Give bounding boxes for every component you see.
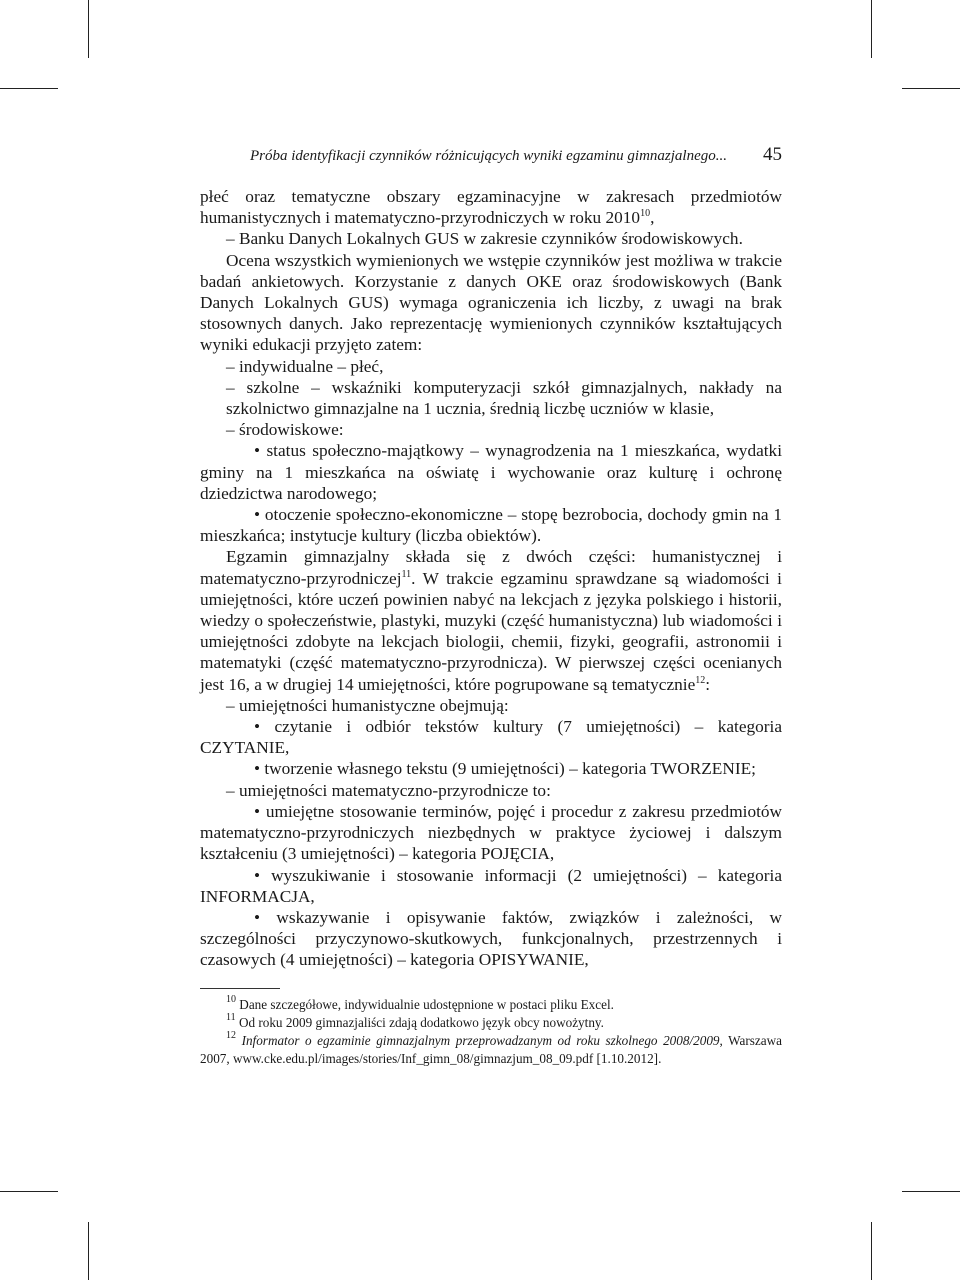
dash-item: – umiejętności humanistyczne obejmują: xyxy=(200,695,782,716)
paragraph: Ocena wszystkich wymienionych we wstępie czynników jest możliwa w trakcie badań ankietowych. Korzystanie z danych OKE oraz środowiskowych (Bank Danych Lokalnych GUS) wymaga ograniczenia ich liczby, z uwagi na brak stosownych danych. Jako reprezentację wymienionych czynników kształtujących wyniki edukacji przyjęto zatem: xyxy=(200,250,782,355)
crop-mark xyxy=(871,1222,872,1280)
crop-mark xyxy=(902,88,960,89)
dash-item: – umiejętności matematyczno-przyrodnicze to: xyxy=(200,780,782,801)
dash-item: – środowiskowe: xyxy=(200,419,782,440)
running-header xyxy=(200,144,782,174)
footnote-ref[interactable]: 10 xyxy=(640,208,651,220)
footnote: $^{11}$ Od roku 2009 gimnazjaliści zdają dodatkowo język obcy nowożytny. xyxy=(226,1012,604,1030)
bullet-item: • otoczenie społeczno-ekonomiczne – stopę bezrobocia, dochody gmin na 1 mieszkańca; instytucje kultury (liczba obiektów). xyxy=(200,504,782,546)
page-number: 45 xyxy=(763,144,782,165)
crop-mark xyxy=(871,0,872,58)
footnote: $^{12}$ Informator o egzaminie gimnazjalnym przeprowadzanym od roku szkolnego 2008/2009, Warszawa 2007, www.cke.edu.pl/images/stories/Inf_gimn_08/gimnazjum_08_09.pdf [1.10.2012]. xyxy=(200,1030,782,1066)
crop-mark xyxy=(0,1191,58,1192)
body-text xyxy=(200,186,782,971)
crop-mark xyxy=(902,1191,960,1192)
dash-item: – indywidualne – płeć, xyxy=(200,356,782,377)
bullet-item: • czytanie i odbiór tekstów kultury (7 umiejętności) – kategoria CZYTANIE, xyxy=(200,716,782,758)
footnote-divider xyxy=(200,988,280,989)
dash-item: – Banku Danych Lokalnych GUS w zakresie czynników środowiskowych. xyxy=(200,228,782,249)
crop-mark xyxy=(88,0,89,58)
footnote-ref[interactable]: 11 xyxy=(401,568,412,580)
bullet-item: • status społeczno-majątkowy – wynagrodzenia na 1 mieszkańca, wydatki gminy na 1 mieszkańca na oświatę i wychowanie oraz kulturę i ochronę dziedzictwa narodowego; xyxy=(200,440,782,504)
paragraph: płeć oraz tematyczne obszary egzaminacyjne w zakresach przedmiotów humanistycznych i matematyczno-przyrodniczych w roku 2010$^{10}$, xyxy=(200,187,782,228)
bullet-item: • umiejętne stosowanie terminów, pojęć i procedur z zakresu przedmiotów matematyczno-przyrodniczych niezbędnych w praktyce życiowej i dalszym kształceniu (3 umiejętności) – kategoria POJĘCIA, xyxy=(200,801,782,865)
bullet-item: • wskazywanie i opisywanie faktów, związków i zależności, w szczególności przyczynowo-skutkowych, funkcjonalnych, przestrzennych i czasowych (4 umiejętności) – kategoria OPISYWANIE, xyxy=(200,907,782,971)
running-title: Próba identyfikacji czynników różnicujących wyniki egzaminu gimnazjalnego... xyxy=(250,148,727,164)
dash-item: – szkolne – wskaźniki komputeryzacji szkół gimnazjalnych, nakłady na szkolnictwo gimnazjalne na 1 ucznia, średnią liczbę uczniów w klasie, xyxy=(200,377,782,419)
crop-mark xyxy=(0,88,58,89)
bullet-item: • tworzenie własnego tekstu (9 umiejętności) – kategoria TWORZENIE; xyxy=(200,758,782,779)
footnote-ref[interactable]: 12 xyxy=(695,674,706,686)
bullet-item: • wyszukiwanie i stosowanie informacji (2 umiejętności) – kategoria INFORMACJA, xyxy=(200,865,782,907)
paragraph: Egzamin gimnazjalny składa się z dwóch części: humanistycznej i matematyczno-przyrodniczej$^{11}$. W trakcie egzaminu sprawdzane są wiadomości i umiejętności, które uczeń powinien nabyć na lekcjach z języka polskiego i historii, wiedzy o społeczeństwie, plastyki, muzyki (część humanistyczna) lub wiadomości i umiejętności zdobyte na lekcjach biologii, chemii, fizyki, geografii, astronomii i matematyki (część matematyczno-przyrodnicza). W pierwszej części ocenianych jest 16, a w drugiej 14 umiejętności, które pogrupowane są tematycznie$^{12}$: xyxy=(200,547,782,694)
footnotes xyxy=(200,996,782,1068)
crop-mark xyxy=(88,1222,89,1280)
footnote: $^{10}$ Dane szczegółowe, indywidualnie udostępnione w postaci pliku Excel. xyxy=(226,994,614,1012)
